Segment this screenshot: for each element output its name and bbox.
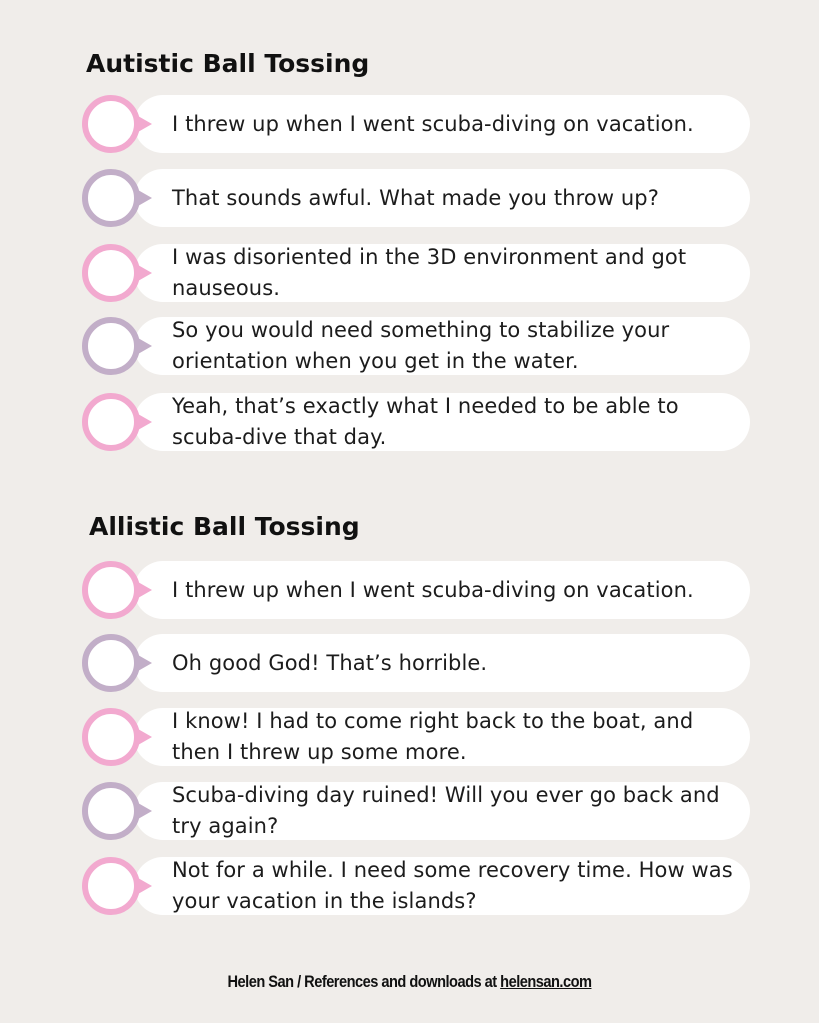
footer-credit	[57, 972, 761, 992]
speech-pointer-icon	[138, 582, 152, 598]
speech-pointer-icon	[138, 116, 152, 132]
message-text: I was disoriented in the 3D environment and got nauseous.	[172, 245, 687, 300]
message-text: I know! I had to come right back to the boat, and then I threw up some more.	[172, 709, 694, 764]
section-title-autistic: Autistic Ball Tossing	[86, 49, 370, 78]
section-title-allistic: Allistic Ball Tossing	[89, 512, 360, 541]
message-text: Scuba-diving day ruined! Will you ever go back and try again?	[172, 783, 720, 838]
speech-pointer-icon	[138, 338, 152, 354]
message-allistic-3	[80, 706, 752, 768]
footer-text: Helen San / References and downloads at	[227, 972, 501, 991]
message-text: So you would need something to stabilize your orientation when you get in the water.	[172, 318, 670, 373]
speech-pointer-icon	[138, 265, 152, 281]
message-text: Yeah, that’s exactly what I needed to be able to scuba-dive that day.	[172, 394, 679, 449]
message-text: I threw up when I went scuba-diving on vacation.	[172, 111, 694, 136]
message-allistic-1	[80, 559, 752, 621]
speaker-circle-icon	[82, 634, 140, 692]
speech-pointer-icon	[138, 190, 152, 206]
footer-website-link[interactable]: helensan.com	[500, 972, 592, 991]
speech-pointer-icon	[138, 414, 152, 430]
speech-pointer-icon	[138, 803, 152, 819]
message-autistic-3	[80, 242, 752, 304]
message-allistic-5	[80, 855, 752, 917]
message-allistic-2	[80, 632, 752, 694]
speaker-circle-icon	[82, 244, 140, 302]
message-autistic-4	[80, 315, 752, 377]
message-autistic-2	[80, 167, 752, 229]
message-text: That sounds awful. What made you throw up?	[172, 185, 659, 210]
message-autistic-5	[80, 391, 752, 453]
speaker-circle-icon	[82, 782, 140, 840]
speech-pointer-icon	[138, 878, 152, 894]
speaker-circle-icon	[82, 561, 140, 619]
speaker-circle-icon	[82, 708, 140, 766]
speaker-circle-icon	[82, 857, 140, 915]
message-allistic-4	[80, 780, 752, 842]
message-autistic-1	[80, 93, 752, 155]
speech-pointer-icon	[138, 729, 152, 745]
speaker-circle-icon	[82, 393, 140, 451]
message-text: Not for a while. I need some recovery time. How was your vacation in the islands?	[172, 858, 733, 913]
speaker-circle-icon	[82, 169, 140, 227]
speaker-circle-icon	[82, 317, 140, 375]
speaker-circle-icon	[82, 95, 140, 153]
speech-pointer-icon	[138, 655, 152, 671]
message-text: Oh good God! That’s horrible.	[172, 650, 488, 675]
message-text: I threw up when I went scuba-diving on vacation.	[172, 577, 694, 602]
